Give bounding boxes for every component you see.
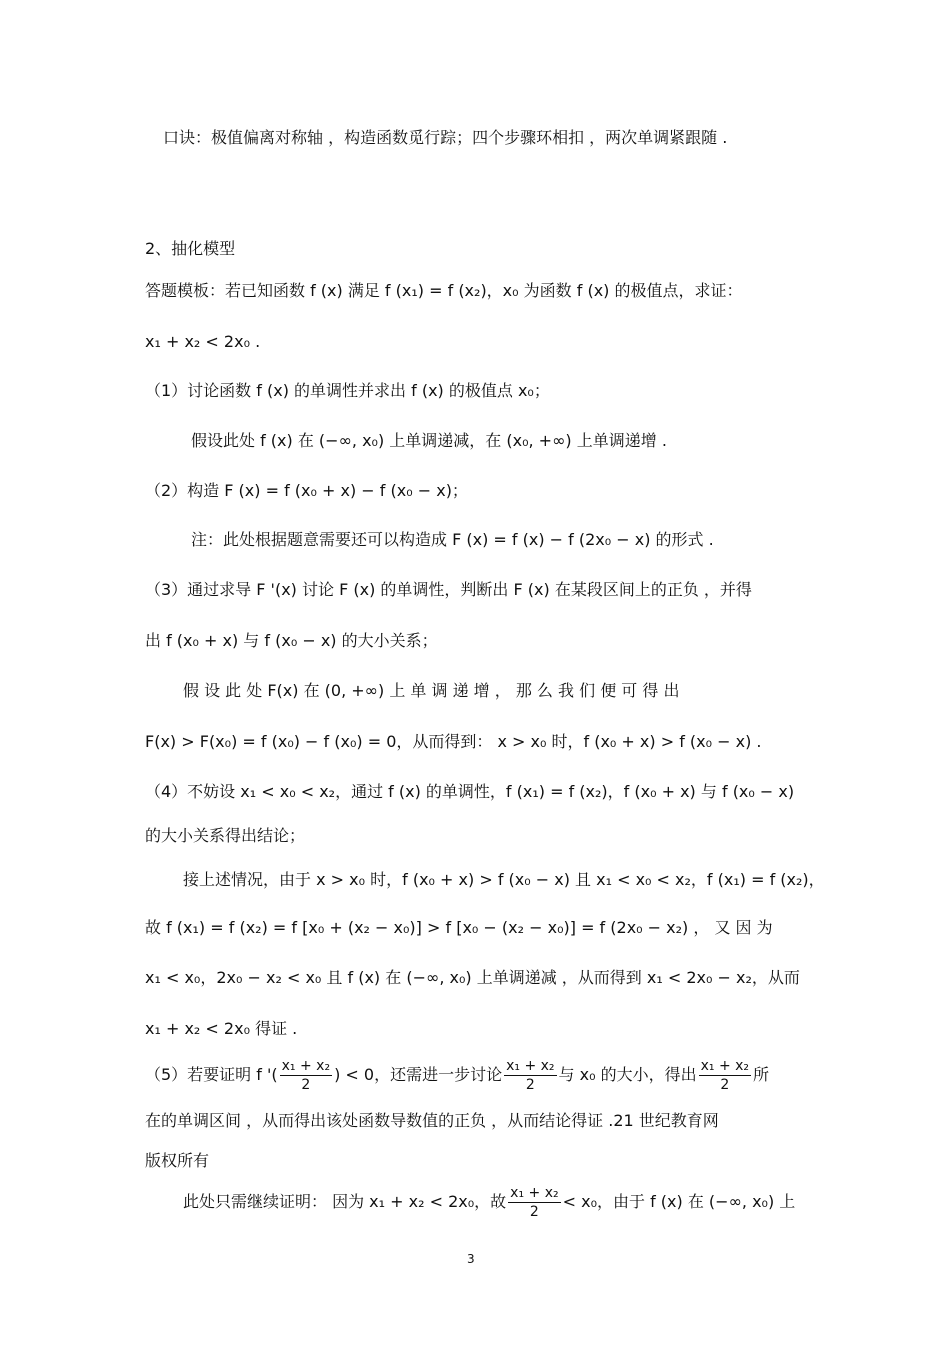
step-3-note-line-2: F(x) > F(x₀) = f (x₀) − f (x₀) = 0，从而得到： x > x₀ 时，f (x₀ + x) > f (x₀ − x) . [145,732,762,751]
step-5-line-2: 在的单调区间 ，从而得出该处函数导数值的正负 ，从而结论得证 .21 世纪教育网 [145,1111,719,1130]
fraction-1-numerator: x₁ + x₂ [281,1058,331,1074]
fraction-4 [508,1184,560,1221]
step-3-line-2: 出 f (x₀ + x) 与 f (x₀ − x) 的大小关系； [145,631,438,650]
step-2-note: 注：此处根据题意需要还可以构造成 F (x) = f (x) − f (2x₀ − x) 的形式 . [191,530,714,549]
fraction-4-denominator: 2 [529,1204,539,1220]
step-1-note: 假设此处 f (x) 在 (−∞, x₀) 上单调递减，在 (x₀, +∞) 上单调递增 . [191,431,667,450]
fraction-3-numerator: x₁ + x₂ [700,1058,750,1074]
step-5-text-d: 所 [753,1065,770,1084]
fraction-1-denominator: 2 [301,1077,311,1093]
step-1: （1）讨论函数 f (x) 的单调性并求出 f (x) 的极值点 x₀； [145,381,550,400]
template-line-2: x₁ + x₂ < 2x₀ . [145,332,261,351]
fraction-1 [280,1057,332,1094]
step-4-note-line-3: x₁ < x₀，2x₀ − x₂ < x₀ 且 f (x) 在 (−∞, x₀) 上单调递减 ，从而得到 x₁ < 2x₀ − x₂，从而 [145,968,800,987]
mnemonic: 口诀：极值偏离对称轴 ，构造函数觅行踪；四个步骤环相扣 ，两次单调紧跟随 . [163,128,728,147]
step-5-note [183,1182,795,1222]
fraction-2 [504,1057,556,1094]
step-2: （2）构造 F (x) = f (x₀ + x) − f (x₀ − x)； [145,481,468,500]
step-4-note-line-2: 故 f (x₁) = f (x₂) = f [x₀ + (x₂ − x₀)] > f [x₀ − (x₂ − x₀)] = f (2x₀ − x₂) ， 又 因 为 [145,918,773,937]
page-number: 3 [467,1252,475,1266]
fraction-3-denominator: 2 [720,1077,730,1093]
step-5-line-1 [145,1055,769,1095]
step-5-text-b: ) < 0，还需进一步讨论 [334,1065,503,1084]
fraction-2-numerator: x₁ + x₂ [506,1058,555,1074]
step-5-text-a: （5）若要证明 f '( [145,1065,278,1084]
step-3-line-1: （3）通过求导 F '(x) 讨论 F (x) 的单调性，判断出 F (x) 在某段区间上的正负 ，并得 [145,580,752,599]
step-3-note-line-1: 假 设 此 处 F(x) 在 (0, +∞) 上 单 调 递 增 ， 那 么 我 们 便 可 得 出 [183,681,680,700]
step-4-note-line-4: x₁ + x₂ < 2x₀ 得证 . [145,1019,298,1038]
template-line-1: 答题模板：若已知函数 f (x) 满足 f (x₁) = f (x₂)，x₀ 为函数 f (x) 的极值点，求证： [145,281,743,300]
fraction-3 [699,1057,751,1094]
step-5-line-3: 版权所有 [145,1151,210,1170]
step-4-line-2: 的大小关系得出结论； [145,826,306,845]
step-5-note-text-b: < x₀，由于 f (x) 在 (−∞, x₀) 上 [562,1192,796,1211]
section-title: 2、抽化模型 [145,239,236,258]
fraction-4-numerator: x₁ + x₂ [510,1185,559,1201]
step-4-note-line-1: 接上述情况，由于 x > x₀ 时，f (x₀ + x) > f (x₀ − x) 且 x₁ < x₀ < x₂，f (x₁) = f (x₂)， [183,870,825,889]
step-5-note-text-a: 此处只需继续证明： 因为 x₁ + x₂ < 2x₀，故 [183,1192,507,1211]
step-5-text-c: 与 x₀ 的大小，得出 [558,1065,697,1084]
step-4-line-1: （4）不妨设 x₁ < x₀ < x₂，通过 f (x) 的单调性，f (x₁) = f (x₂)，f (x₀ + x) 与 f (x₀ − x) [145,782,795,801]
fraction-2-denominator: 2 [525,1077,535,1093]
